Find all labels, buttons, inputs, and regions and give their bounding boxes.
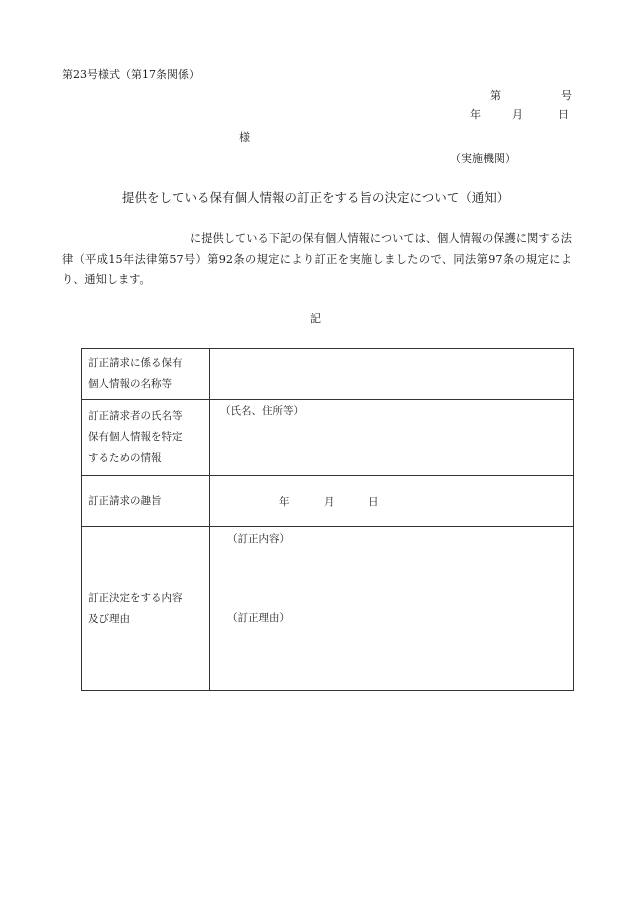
- document-number-suffix: 号: [561, 89, 572, 102]
- correction-reason-note: （訂正理由）: [227, 612, 290, 624]
- notice-body: [62, 229, 572, 291]
- table-row: [82, 527, 574, 691]
- label-line: 訂正請求に係る保有: [88, 357, 183, 369]
- notice-paragraph: に提供している下記の保有個人情報については、個人情報の保護に関する法律（平成15年法律第57号）第92条の規定により訂正を実施しましたので、同法第97条の規定により、通知します。: [62, 232, 572, 286]
- request-purpose-field: [210, 476, 574, 527]
- label-line: 個人情報の名称等: [88, 378, 172, 390]
- label-line: 保有個人情報を特定: [88, 431, 183, 443]
- label-line: するための情報: [88, 452, 162, 464]
- table-row: [82, 349, 574, 400]
- correction-details-table: [81, 348, 574, 691]
- issue-date-year: 年: [470, 108, 481, 121]
- label-line: 訂正請求者の氏名等: [88, 410, 183, 422]
- correction-content-note: （訂正内容）: [227, 533, 290, 545]
- personal-info-name-field: [210, 349, 574, 400]
- request-date-year: 年: [279, 495, 290, 508]
- issue-date-day: 日: [558, 108, 569, 121]
- label-line: 訂正決定をする内容: [88, 591, 183, 604]
- requester-info-label: [82, 400, 210, 476]
- document-number-prefix: 第: [490, 89, 501, 102]
- decision-content-label: [82, 527, 210, 691]
- requester-info-field: [210, 400, 574, 476]
- form-number: 第23号様式（第17条関係）: [62, 68, 200, 81]
- issuing-agency: （実施機関）: [450, 152, 516, 165]
- addressee-honorific: 様: [239, 131, 250, 144]
- document-title: 提供をしている保有個人情報の訂正をする旨の決定について（通知）: [122, 190, 510, 205]
- label-line: 訂正請求の趣旨: [88, 494, 162, 507]
- request-date-day: 日: [368, 495, 379, 508]
- request-purpose-label: [82, 476, 210, 527]
- request-date-month: 月: [324, 495, 335, 508]
- label-line: 及び理由: [88, 612, 130, 625]
- requester-info-note: （氏名、住所等）: [220, 405, 304, 417]
- table-row: [82, 476, 574, 527]
- record-heading: 記: [310, 312, 321, 325]
- issue-date-month: 月: [512, 108, 523, 121]
- table-row: [82, 400, 574, 476]
- personal-info-name-label: [82, 349, 210, 400]
- decision-content-field: [210, 527, 574, 691]
